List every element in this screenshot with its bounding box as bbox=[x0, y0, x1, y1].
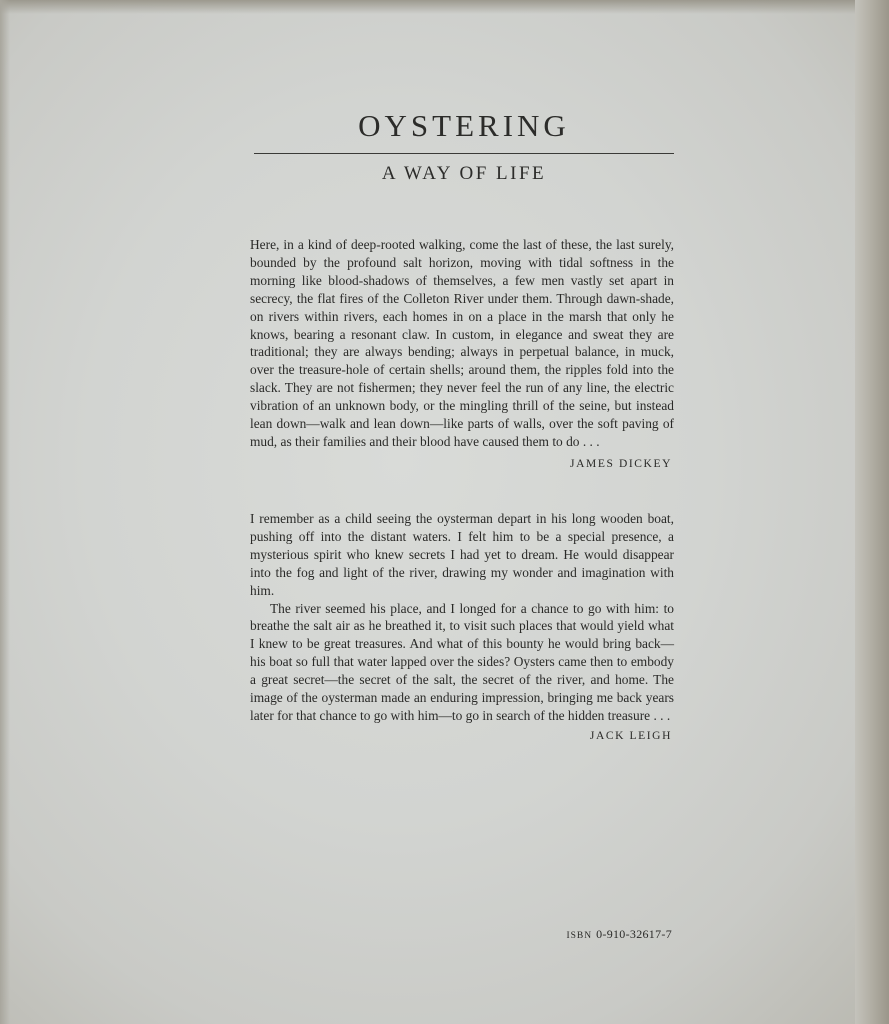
isbn-label: ISBN bbox=[566, 931, 593, 941]
leigh-paragraph-2: The river seemed his place, and I longed for a chance to go with him: to breathe the salt air as he breathed it, to visit such places that would yield what I knew to be great treasures. And what of this bounty he would bring back—his boat so full that water lapped over the sides? Oysters came then to embody a great secret—the secret of the salt, the secret of the river, and home. The image of the oysterman made an enduring impression, bringing me back years later for that chance to go with him—to go in search of the hidden treasure . . . bbox=[250, 600, 674, 723]
cover-left-edge bbox=[0, 0, 10, 1024]
book-title: OYSTERING bbox=[358, 108, 570, 143]
leigh-paragraph-1: I remember as a child seeing the oysterman depart in his long wooden boat, pushing off into the distant waters. I felt him to be a special presence, a mysterious spirit who knew secrets I had yet to dream. He would disappear into the fog and light of the river, drawing my wonder and imagination with him. bbox=[250, 511, 674, 598]
book-subtitle: A WAY OF LIFE bbox=[381, 163, 547, 184]
leigh-passage bbox=[250, 510, 674, 725]
isbn-number: 0-910-32617-7 bbox=[596, 927, 672, 941]
cover-spine-edge bbox=[855, 0, 889, 1024]
dickey-passage bbox=[250, 236, 674, 451]
title-divider bbox=[254, 153, 674, 154]
cover-top-edge bbox=[0, 0, 889, 14]
leigh-attribution: JACK LEIGH bbox=[589, 730, 672, 742]
dickey-paragraph: Here, in a kind of deep-rooted walking, come the last of these, the last surely, bounded by the profound salt horizon, moving with tidal softness in the morning like blood-shadows of themselves, a few men vastly set apart in secrecy, the flat fires of the Colleton River under them. Through dawn-shade, on rivers within rivers, each homes in on a place in the marsh that only he knows, bearing a resonant claw. In custom, in elegance and sweat they are traditional; they are always bending; always in perpetual balance, in muck, over the treasure-hole of certain shells; around them, the ripples fold into the slack. They are not fishermen; they never feel the run of any line, the electric vibration of an unknown body, or the mingling thrill of the seine, but instead lean down—walk and lean down—like parts of walls, over the soft paving of mud, as their families and their blood have caused them to do . . . bbox=[250, 237, 674, 449]
isbn-line bbox=[500, 927, 672, 942]
dickey-attribution: JAMES DICKEY bbox=[570, 458, 672, 470]
